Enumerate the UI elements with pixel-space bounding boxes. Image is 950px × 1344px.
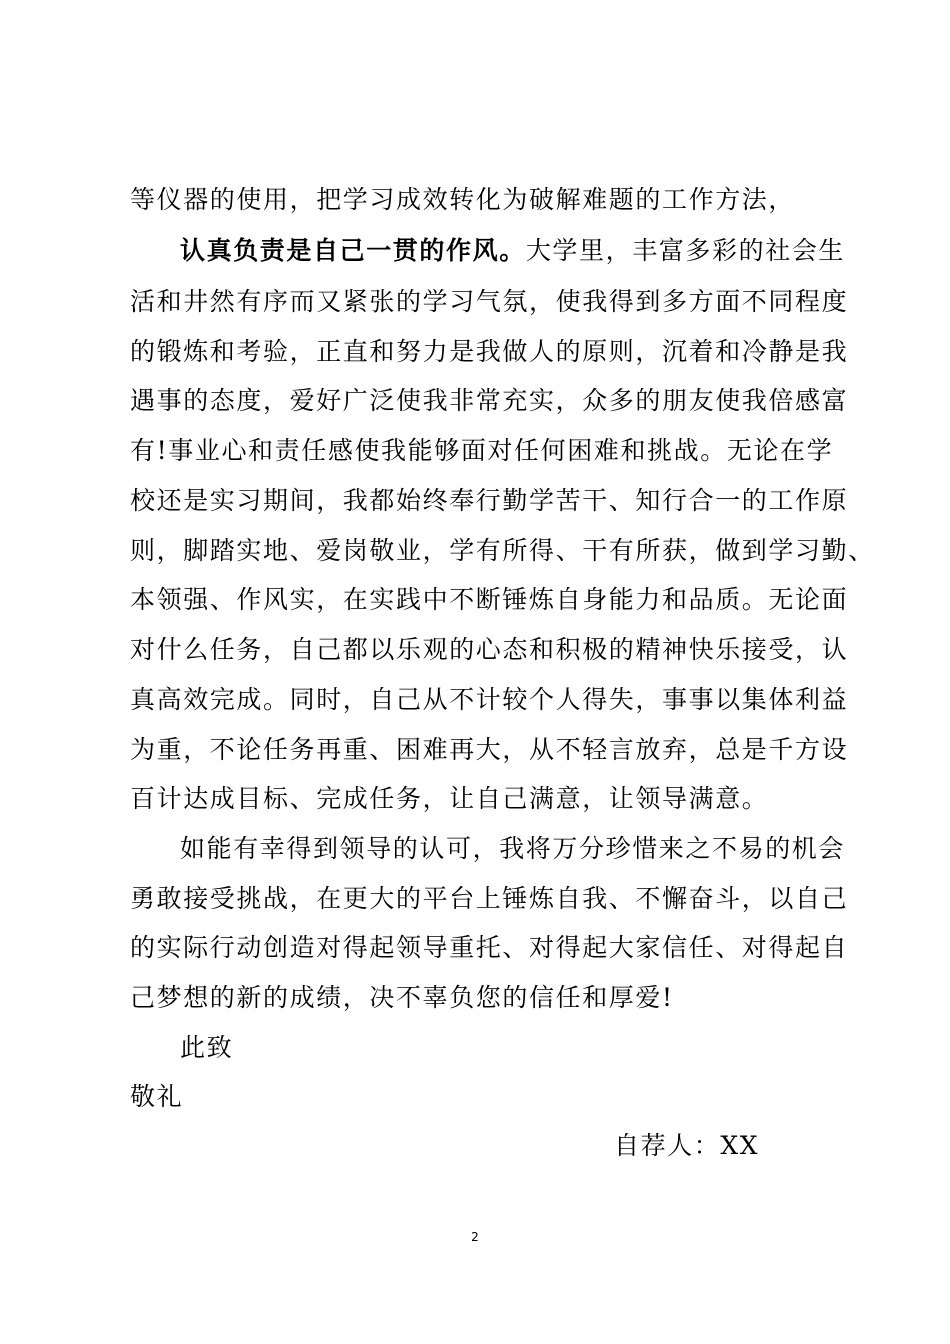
text-line: 活和井然有序而又紧张的学习气氛，使我得到多方面不同程度: [130, 287, 849, 316]
text-line: 则，脚踏实地、爱岗敬业，学有所得、干有所获，做到学习勤、: [130, 536, 875, 565]
text-line: [180, 235, 846, 267]
text-line: 对什么任务，自己都以乐观的心态和积极的精神快乐接受，认: [130, 635, 849, 664]
text-line: 百计达成目标、完成任务，让自己满意，让领导满意。: [130, 784, 769, 813]
closing-regards: 敬礼: [130, 1082, 184, 1111]
emphasis-heading: 认真负责是自己一贯的作风。: [180, 236, 526, 265]
text-line: 的实际行动创造对得起领导重托、对得起大家信任、对得起自: [130, 933, 849, 962]
page-number: 2: [471, 1230, 479, 1244]
text-line: 的锻炼和考验，正直和努力是我做人的原则，沉着和冷静是我: [130, 337, 849, 366]
text-fragment: 大学里，丰富多彩的社会生: [525, 236, 846, 265]
text-line: 等仪器的使用，把学习成效转化为破解难题的工作方法，: [130, 185, 796, 214]
text-line: 有!事业心和责任感使我能够面对任何困难和挑战。无论在学: [130, 436, 834, 465]
text-line: 本领强、作风实，在实践中不断锤炼自身能力和品质。无论面: [130, 585, 849, 614]
text-line: 为重，不论任务再重、困难再大，从不轻言放弃，总是千方设: [130, 735, 849, 764]
text-line: 勇敢接受挑战，在更大的平台上锤炼自我、不懈奋斗，以自己: [130, 884, 849, 913]
text-line: 校还是实习期间，我都始终奉行勤学苦干、知行合一的工作原: [130, 486, 849, 515]
signature: 自荐人：XX: [614, 1131, 760, 1160]
text-line: 己梦想的新的成绩，决不辜负您的信任和厚爱!: [130, 983, 674, 1012]
closing-salutation: 此致: [180, 1033, 234, 1062]
text-line: 真高效完成。同时，自己从不计较个人得失，事事以集体利益: [130, 685, 849, 714]
text-line: 遇事的态度，爱好广泛使我非常充实，众多的朋友使我倍感富: [130, 386, 849, 415]
text-line: 如能有幸得到领导的认可，我将万分珍惜来之不易的机会: [180, 834, 846, 863]
